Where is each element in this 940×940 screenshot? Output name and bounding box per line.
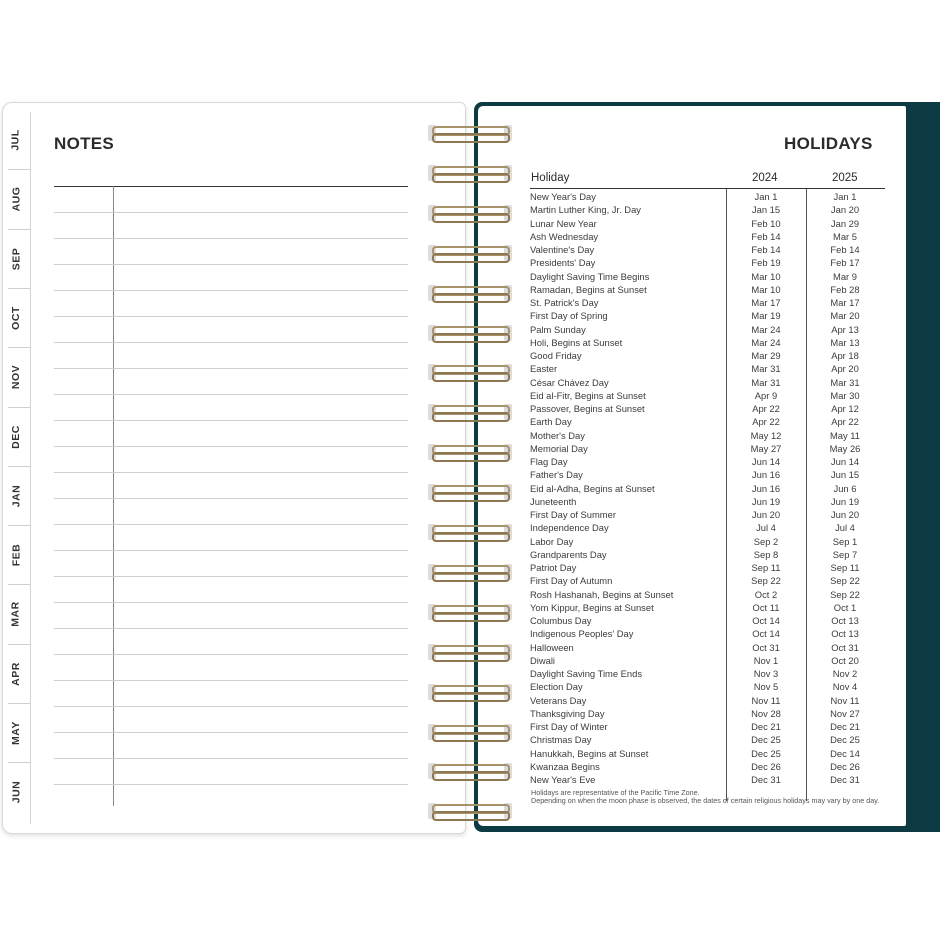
spiral-coil xyxy=(428,601,512,623)
date-2025: Sep 11 xyxy=(830,562,860,573)
date-2024: Feb 14 xyxy=(751,230,781,242)
holiday-name: Columbus Day xyxy=(530,615,592,626)
table-row xyxy=(530,482,885,495)
table-row xyxy=(530,468,885,481)
holidays-footnote xyxy=(531,789,891,804)
date-2025: Oct 13 xyxy=(831,615,859,626)
month-tab-label: SEP xyxy=(9,247,22,270)
note-line xyxy=(54,368,408,369)
month-tab-sep[interactable] xyxy=(2,231,30,287)
table-row xyxy=(530,495,885,508)
holiday-name: Lunar New Year xyxy=(530,217,597,229)
note-line xyxy=(54,472,408,473)
spiral-coil xyxy=(428,481,512,503)
table-row xyxy=(530,283,885,296)
holiday-name: First Day of Winter xyxy=(530,721,608,732)
table-row xyxy=(530,415,885,428)
date-2024: Feb 14 xyxy=(751,244,781,255)
notes-title: NOTES xyxy=(54,134,115,153)
date-2024: Sep 22 xyxy=(751,575,781,587)
date-2024: Oct 14 xyxy=(752,615,780,626)
date-2024: Apr 9 xyxy=(754,389,778,401)
date-2025: Jun 14 xyxy=(830,456,860,467)
holiday-name: Easter xyxy=(530,363,558,375)
table-row xyxy=(530,694,885,707)
date-2024: Mar 31 xyxy=(751,376,781,388)
note-line xyxy=(54,758,408,759)
notes-top-rule xyxy=(54,186,408,187)
month-tab-aug[interactable] xyxy=(2,171,30,227)
month-tab-jan[interactable] xyxy=(2,468,30,524)
holiday-name: Earth Day xyxy=(530,416,572,428)
holiday-name: Kwanzaa Begins xyxy=(530,760,600,772)
spiral-coil xyxy=(428,641,512,663)
date-2024: Jun 19 xyxy=(751,495,781,507)
holiday-name: Mother's Day xyxy=(530,429,585,441)
footnote-line: Depending on when the moon phase is observed, the dates of certain religious holidays may vary by one day. xyxy=(531,795,880,805)
holiday-name: Veterans Day xyxy=(530,694,587,706)
spiral-coil xyxy=(428,282,512,304)
holiday-name: Hanukkah, Begins at Sunset xyxy=(530,747,649,759)
month-tab-label: APR xyxy=(9,661,22,686)
tab-separator xyxy=(8,762,30,763)
date-2025: Nov 2 xyxy=(832,668,858,679)
date-2024: Oct 31 xyxy=(752,641,780,653)
date-2024: Dec 31 xyxy=(751,774,781,785)
date-2025: Apr 13 xyxy=(831,323,859,335)
holiday-name: Rosh Hashanah, Begins at Sunset xyxy=(530,588,674,600)
holiday-name: Halloween xyxy=(530,641,574,653)
date-2024: Nov 5 xyxy=(753,681,779,693)
month-tab-label: JUL xyxy=(10,129,22,151)
holiday-name: First Day of Summer xyxy=(530,509,616,520)
tab-separator xyxy=(8,288,30,289)
holiday-name: Martin Luther King, Jr. Day xyxy=(530,204,641,216)
footnote-line: Holidays are representative of the Pacific Time Zone. xyxy=(531,788,700,797)
month-tab-feb[interactable] xyxy=(2,527,30,583)
table-row xyxy=(530,733,885,746)
table-row xyxy=(530,270,885,283)
tab-separator xyxy=(8,229,30,230)
holidays-title: HOLIDAYS xyxy=(784,134,873,153)
tab-separator xyxy=(8,584,30,585)
holiday-name: Patriot Day xyxy=(530,562,577,573)
date-2024: Jun 16 xyxy=(751,482,781,494)
month-tab-dec[interactable] xyxy=(2,409,30,465)
spiral-coil xyxy=(428,242,512,264)
spiral-coil xyxy=(428,401,512,423)
date-2025: Sep 22 xyxy=(830,575,860,587)
date-2025: Nov 4 xyxy=(832,681,858,693)
tabs-edge xyxy=(30,112,31,824)
holiday-name: Palm Sunday xyxy=(530,323,586,335)
note-line xyxy=(54,238,408,239)
date-2024: Mar 19 xyxy=(751,310,781,322)
month-tab-label: JAN xyxy=(9,484,22,508)
holiday-name: Juneteenth xyxy=(530,495,577,507)
spiral-coil xyxy=(428,122,512,144)
date-2024: Sep 8 xyxy=(753,548,779,560)
holiday-name: César Chávez Day xyxy=(530,376,609,388)
date-2025: Nov 27 xyxy=(830,707,860,719)
date-2024: Apr 22 xyxy=(752,403,780,414)
header-2024: 2024 xyxy=(752,172,778,184)
holiday-name: Daylight Saving Time Ends xyxy=(530,668,643,679)
date-2025: Mar 20 xyxy=(830,310,860,322)
month-tab-label: FEB xyxy=(10,543,22,567)
date-2024: Feb 10 xyxy=(751,217,781,229)
table-row xyxy=(530,389,885,402)
header-holiday: Holiday xyxy=(531,172,570,184)
tab-separator xyxy=(8,525,30,526)
table-row xyxy=(530,614,885,627)
holiday-name: Independence Day xyxy=(530,522,609,534)
date-2025: Jan 1 xyxy=(833,191,857,202)
date-2024: Oct 2 xyxy=(754,588,778,600)
date-2024: Nov 28 xyxy=(751,707,781,719)
date-2025: Apr 12 xyxy=(831,403,859,414)
holiday-name: Memorial Day xyxy=(530,442,588,454)
tab-separator xyxy=(8,407,30,408)
holiday-name: Ash Wednesday xyxy=(530,230,599,242)
date-2025: Feb 17 xyxy=(830,257,860,269)
table-row xyxy=(530,362,885,375)
date-2025: Dec 26 xyxy=(830,760,860,772)
holiday-name: Eid al-Fitr, Begins at Sunset xyxy=(530,389,646,401)
spiral-coil xyxy=(428,361,512,383)
table-row xyxy=(530,323,885,336)
table-row xyxy=(530,349,885,362)
table-row xyxy=(530,243,885,256)
date-2024: Apr 22 xyxy=(752,416,780,428)
spiral-coil xyxy=(428,800,512,822)
month-tab-mar[interactable] xyxy=(2,586,30,642)
spiral-coil xyxy=(428,322,512,344)
table-row xyxy=(530,203,885,216)
header-rule xyxy=(530,188,885,189)
date-2024: Jun 20 xyxy=(751,509,781,520)
table-row xyxy=(530,296,885,309)
date-2024: Mar 24 xyxy=(751,323,781,335)
note-line xyxy=(54,316,408,317)
holiday-name: Father's Day xyxy=(530,469,583,481)
month-tab-label: OCT xyxy=(9,306,22,330)
spiral-coil xyxy=(428,162,512,184)
date-2024: Oct 11 xyxy=(752,601,780,613)
table-row xyxy=(530,190,885,203)
date-2025: May 11 xyxy=(829,429,861,441)
date-2025: Jul 4 xyxy=(835,522,855,534)
date-2025: Feb 14 xyxy=(830,244,860,255)
holiday-name: Presidents' Day xyxy=(530,257,596,269)
date-2024: Mar 10 xyxy=(751,283,781,295)
holiday-name: Grandparents Day xyxy=(530,548,607,560)
date-2025: Apr 22 xyxy=(831,416,859,428)
date-2025: Jun 20 xyxy=(830,509,860,520)
note-line xyxy=(54,628,408,629)
holiday-name: St. Patrick's Day xyxy=(530,297,599,308)
date-2025: Mar 13 xyxy=(830,336,860,348)
date-2024: Dec 25 xyxy=(751,747,781,759)
tab-separator xyxy=(8,466,30,467)
table-row xyxy=(530,773,885,786)
holiday-name: New Year's Day xyxy=(530,191,596,202)
date-2024: Nov 11 xyxy=(751,694,781,706)
date-2024: Nov 1 xyxy=(753,654,779,666)
month-tab-oct[interactable] xyxy=(2,290,30,346)
note-line xyxy=(54,212,408,213)
holiday-name: Thanksgiving Day xyxy=(530,707,605,719)
spiral-coil xyxy=(428,721,512,743)
date-2025: Dec 31 xyxy=(830,774,860,785)
tab-separator xyxy=(8,347,30,348)
date-2025: Mar 5 xyxy=(833,230,857,242)
table-row xyxy=(530,336,885,349)
holiday-name: Holi, Begins at Sunset xyxy=(530,336,623,348)
spiral-coil xyxy=(428,441,512,463)
date-2025: Mar 17 xyxy=(830,297,860,308)
month-tab-label: NOV xyxy=(9,365,22,390)
table-row xyxy=(530,760,885,773)
date-2024: Feb 19 xyxy=(751,257,781,269)
holiday-name: Flag Day xyxy=(530,456,568,467)
table-row xyxy=(530,535,885,548)
holiday-name: Good Friday xyxy=(530,350,582,361)
tab-separator xyxy=(8,703,30,704)
holiday-name: First Day of Spring xyxy=(530,310,608,322)
date-2025: Feb 28 xyxy=(830,283,860,295)
date-2025: Mar 9 xyxy=(833,270,857,282)
holiday-name: Daylight Saving Time Begins xyxy=(530,270,650,282)
table-row xyxy=(530,376,885,389)
note-line xyxy=(54,602,408,603)
date-2025: Oct 13 xyxy=(831,628,859,640)
spiral-coil xyxy=(428,561,512,583)
date-2024: Dec 25 xyxy=(751,734,781,746)
note-line xyxy=(54,290,408,291)
date-2024: Mar 31 xyxy=(751,363,781,375)
table-row xyxy=(530,720,885,733)
note-line xyxy=(54,706,408,707)
month-tab-jul[interactable] xyxy=(2,112,30,168)
spiral-coil xyxy=(428,521,512,543)
month-tab-apr[interactable] xyxy=(2,646,30,702)
date-2024: May 12 xyxy=(750,429,782,441)
spiral-coil xyxy=(428,681,512,703)
spiral-coil xyxy=(428,760,512,782)
table-row xyxy=(530,667,885,680)
table-row xyxy=(530,230,885,243)
month-tab-label: MAR xyxy=(9,601,22,628)
tab-separator xyxy=(8,644,30,645)
month-tab-jun[interactable] xyxy=(2,764,30,820)
date-2025: Nov 11 xyxy=(830,694,860,706)
table-row xyxy=(530,641,885,654)
date-2025: Jan 29 xyxy=(830,217,860,229)
notes-margin-line xyxy=(113,186,114,806)
note-line xyxy=(54,524,408,525)
date-2024: Sep 11 xyxy=(751,562,781,573)
date-2025: Mar 31 xyxy=(830,376,860,388)
holiday-name: Christmas Day xyxy=(530,734,592,746)
date-2025: Dec 21 xyxy=(830,721,860,732)
note-line xyxy=(54,732,408,733)
date-2025: Jun 15 xyxy=(830,469,860,481)
date-2024: Mar 29 xyxy=(751,350,781,361)
note-line xyxy=(54,680,408,681)
date-2024: Dec 26 xyxy=(751,760,781,772)
table-row xyxy=(530,588,885,601)
date-2024: Mar 10 xyxy=(751,270,781,282)
date-2024: Jul 4 xyxy=(756,522,776,534)
table-row xyxy=(530,747,885,760)
note-line xyxy=(54,264,408,265)
holiday-name: New Year's Eve xyxy=(530,774,596,785)
note-line xyxy=(54,576,408,577)
holiday-name: First Day of Autumn xyxy=(530,575,613,587)
holiday-name: Diwali xyxy=(530,654,556,666)
tab-separator xyxy=(8,169,30,170)
table-row xyxy=(530,217,885,230)
date-2024: Jan 1 xyxy=(754,191,778,202)
table-row xyxy=(530,442,885,455)
date-2025: Apr 18 xyxy=(831,350,859,361)
note-line xyxy=(54,420,408,421)
month-tab-label: MAY xyxy=(10,721,22,745)
date-2024: Jun 16 xyxy=(751,469,781,481)
table-row xyxy=(530,429,885,442)
note-line xyxy=(54,784,408,785)
date-2025: Oct 31 xyxy=(831,641,859,653)
note-line xyxy=(54,394,408,395)
date-2025: Apr 20 xyxy=(831,363,859,375)
date-2025: Sep 7 xyxy=(832,548,858,560)
month-tab-may[interactable] xyxy=(2,705,30,761)
note-line xyxy=(54,550,408,551)
holiday-name: Labor Day xyxy=(530,535,574,547)
table-row xyxy=(530,574,885,587)
table-row xyxy=(530,707,885,720)
month-tab-label: JUN xyxy=(9,781,22,804)
date-2024: Jun 14 xyxy=(751,456,781,467)
date-2025: Mar 30 xyxy=(830,389,860,401)
date-2025: Jun 19 xyxy=(830,495,860,507)
spiral-binding xyxy=(428,122,512,812)
date-2025: Jan 20 xyxy=(830,204,860,216)
table-row xyxy=(530,402,885,415)
table-row xyxy=(530,309,885,322)
table-row xyxy=(530,548,885,561)
date-2024: Oct 14 xyxy=(752,628,780,640)
date-2025: Jun 6 xyxy=(833,482,857,494)
table-row xyxy=(530,654,885,667)
header-2025: 2025 xyxy=(832,172,858,184)
date-2025: Oct 1 xyxy=(833,601,857,613)
table-row xyxy=(530,508,885,521)
month-tabs xyxy=(2,112,30,824)
note-line xyxy=(54,446,408,447)
month-tab-label: AUG xyxy=(10,186,22,212)
spiral-coil xyxy=(428,202,512,224)
date-2025: Sep 22 xyxy=(830,588,860,600)
date-2025: May 26 xyxy=(829,442,861,454)
table-row xyxy=(530,256,885,269)
date-2024: Dec 21 xyxy=(751,721,781,732)
holiday-name: Ramadan, Begins at Sunset xyxy=(530,283,647,295)
month-tab-nov[interactable] xyxy=(2,349,30,405)
holiday-name: Election Day xyxy=(530,681,583,693)
date-2025: Dec 14 xyxy=(830,747,860,759)
table-row xyxy=(530,680,885,693)
table-row xyxy=(530,521,885,534)
date-2024: Sep 2 xyxy=(753,535,779,547)
holiday-name: Eid al-Adha, Begins at Sunset xyxy=(530,482,655,494)
table-row xyxy=(530,601,885,614)
holiday-name: Indigenous Peoples' Day xyxy=(530,628,634,640)
note-line xyxy=(54,498,408,499)
date-2025: Sep 1 xyxy=(832,535,858,547)
notes-lines-area[interactable] xyxy=(54,186,408,806)
table-row xyxy=(530,627,885,640)
date-2024: May 27 xyxy=(750,442,782,454)
date-2024: Jan 15 xyxy=(751,204,781,216)
date-2024: Nov 3 xyxy=(753,668,779,679)
month-tab-label: DEC xyxy=(9,424,22,449)
date-2025: Oct 20 xyxy=(831,654,859,666)
date-2024: Mar 17 xyxy=(751,297,781,308)
note-line xyxy=(54,654,408,655)
table-row xyxy=(530,455,885,468)
holiday-name: Passover, Begins at Sunset xyxy=(530,403,645,414)
date-2025: Dec 25 xyxy=(830,734,860,746)
table-row xyxy=(530,561,885,574)
date-2024: Mar 24 xyxy=(751,336,781,348)
holiday-name: Yom Kippur, Begins at Sunset xyxy=(530,601,654,613)
note-line xyxy=(54,342,408,343)
holiday-name: Valentine's Day xyxy=(530,244,595,255)
